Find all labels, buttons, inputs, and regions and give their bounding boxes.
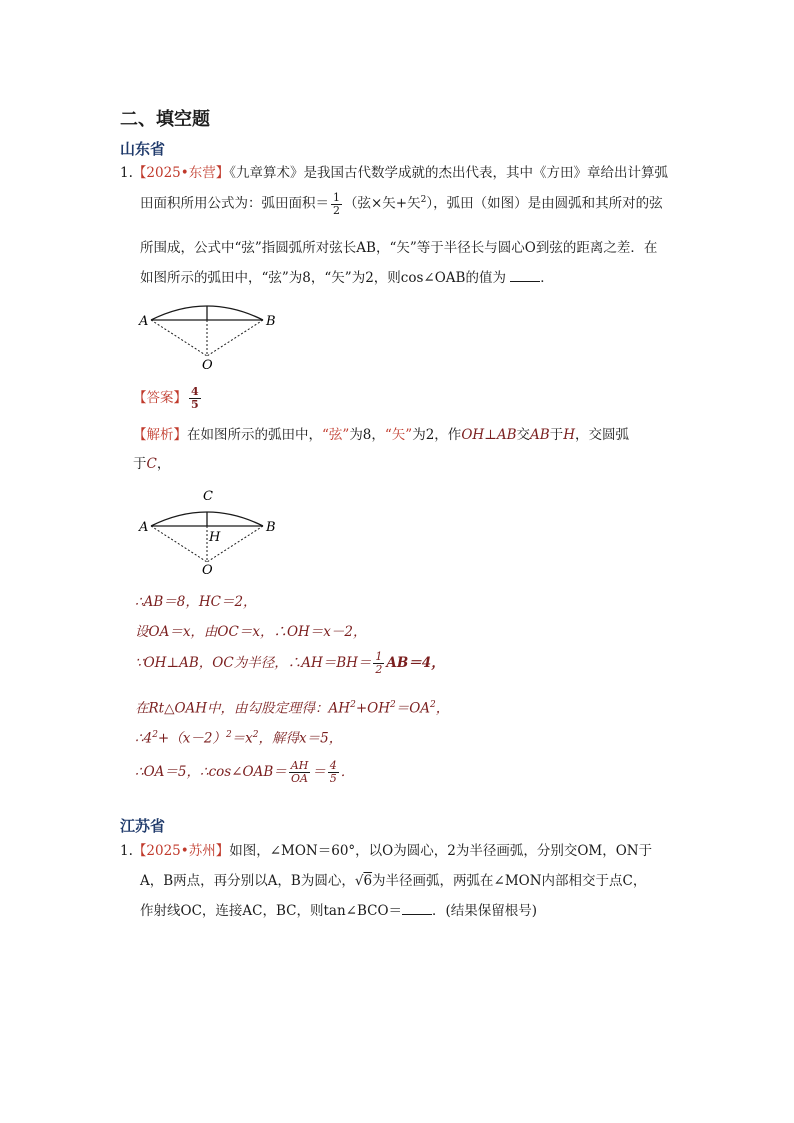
analysis-line2: 于C， <box>133 456 171 472</box>
problem2-source-tag: 【2025•苏州】 <box>132 843 230 859</box>
problem1-source-tag: 【2025•东营】 <box>132 165 230 181</box>
province-heading-jiangsu: 江苏省 <box>120 817 166 835</box>
answer-row <box>133 386 203 411</box>
analysis-line1: 【解析】在如图所示的弧田中，“弦”为8，“矢”为2，作OH⊥AB交AB于H，交圆弧 <box>133 427 629 443</box>
label-c: C <box>203 489 213 504</box>
radius-oa <box>151 320 207 356</box>
arc-field-figure-2 <box>135 486 280 578</box>
result-fraction: $\frac{4}{5}$ <box>329 759 337 785</box>
solution-step-2: 设OA＝x，由OC＝x，∴OH＝x－2， <box>135 624 367 640</box>
radius-oa <box>151 526 207 562</box>
label-h: H <box>209 530 221 545</box>
solution-step-4: 在Rt△OAH中，由勾股定理得：$AH^2+OH^2=OA^2$， <box>135 700 450 717</box>
problem1-line4: 如图所示的弧田中，“弦”为8，“矢”为2，则cos∠OAB的值为 ． <box>140 270 554 286</box>
label-a: A <box>139 520 149 535</box>
ratio-fraction: $\frac{AH}{OA}$ <box>290 759 309 785</box>
label-b: B <box>266 520 276 535</box>
answer-blank <box>510 269 540 282</box>
problem1-text-2b: （弦×矢+矢 <box>344 195 421 212</box>
half-fraction: $\frac{1}{2}$ <box>375 650 383 676</box>
label-b: B <box>266 314 276 329</box>
problem2-line3: 作射线OC，连接AC，BC，则tan∠BCO＝ ．(结果保留根号) <box>140 903 538 919</box>
section-title: 二、填空题 <box>120 109 210 130</box>
answer-fraction: $\frac{4}{5}$ <box>191 385 199 411</box>
analysis-label: 【解析】 <box>133 427 187 443</box>
province-heading-shandong: 山东省 <box>120 140 166 158</box>
solution-step-3: ∵OH⊥AB，OC为半径，∴AH＝BH＝ $\frac{1}{2}$ AB＝4， <box>135 650 445 676</box>
problem2-line2: A，B两点，再分别以A，B为圆心，√6为半径画弧，两弧在∠MON内部相交于点C， <box>140 873 647 889</box>
radius-ob <box>207 320 263 356</box>
problem1-text-1: 《九章算术》是我国古代数学成就的杰出代表，其中《方田》章给出计算弧 <box>229 165 668 181</box>
answer-label: 【答案】 <box>133 390 187 406</box>
sqrt-symbol: √ <box>354 873 364 889</box>
problem1-text-2c: ），弧田（如图）是由圆弧和其所对的弦 <box>426 195 663 212</box>
answer-blank-2 <box>402 902 432 915</box>
solution-step-1: ∴AB＝8，HC＝2， <box>135 594 257 610</box>
problem2-line1: 1.【2025•苏州】如图，∠MON＝60°，以O为圆心，2为半径画弧，分别交OM，ON于 <box>120 843 653 859</box>
arc-field-figure-1 <box>135 296 280 374</box>
problem1-line2: 田面积所用公式为：弧田面积＝ $\frac{1}{2}$ （弦×矢+矢$^2$），弧田（如图）是由圆弧和其所对的弦 <box>140 190 663 217</box>
problem2-number: 1. <box>120 843 133 859</box>
solution-step-5: $\therefore 4^2+(x-2)^2=x^2$，解得x＝5， <box>135 730 343 747</box>
problem1-line3: 所围成，公式中“弦”指圆弧所对弦长AB，“矢”等于半径长与圆心O到弦的距离之差．在 <box>140 240 658 256</box>
problem1-number: 1. <box>120 165 133 181</box>
label-o: O <box>202 563 213 578</box>
solution-step-6: ∴OA＝5，∴cos∠OAB＝ $\frac{AH}{OA}$ ＝ $\frac{4}{5}$ ． <box>135 759 355 785</box>
label-a: A <box>139 314 149 329</box>
problem1-text-2a: 田面积所用公式为：弧田面积＝ <box>140 195 329 212</box>
formula-fraction: $\frac{1}{2}$ <box>333 190 340 217</box>
label-o: O <box>202 358 213 373</box>
problem1-line1 <box>120 162 668 184</box>
